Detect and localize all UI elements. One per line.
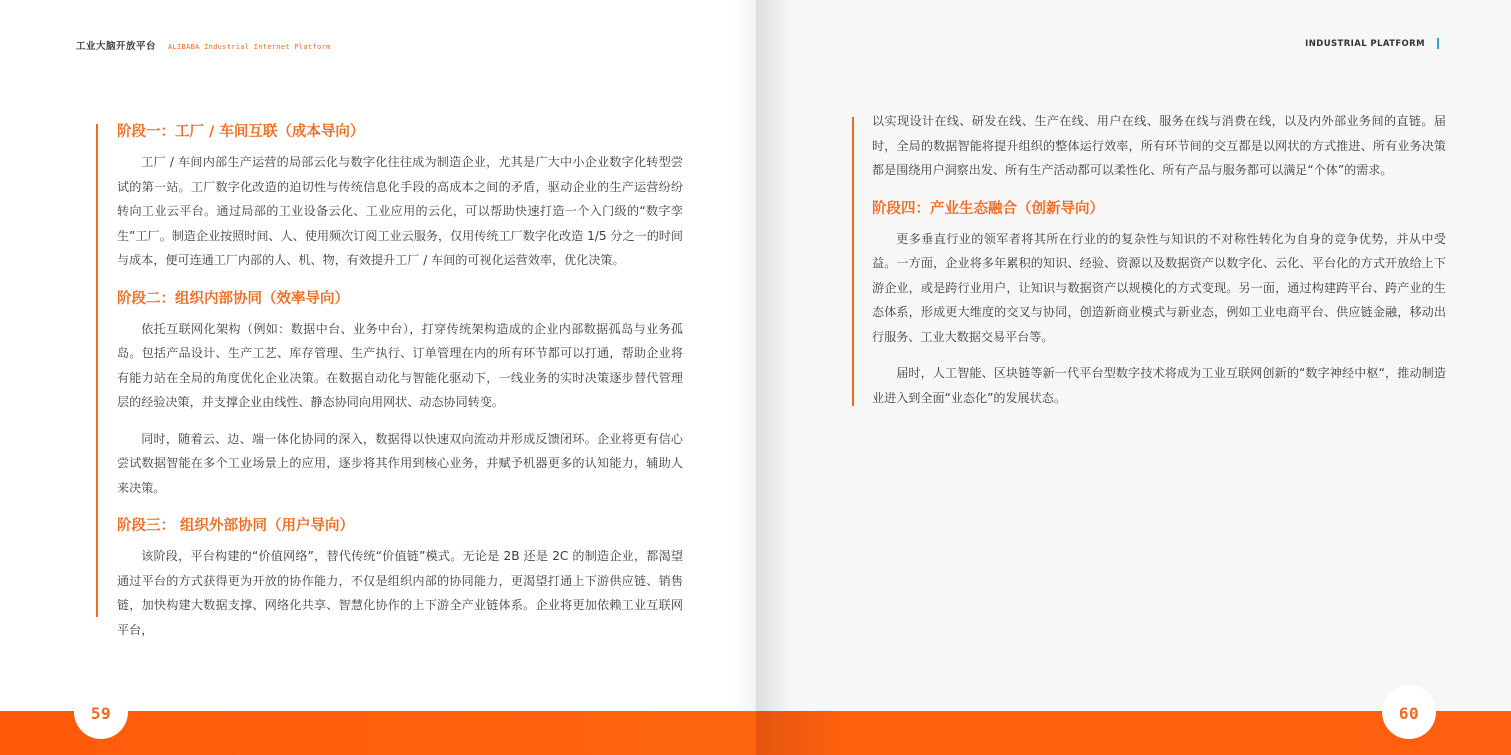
stage3-heading: 阶段三： 组织外部协同（用户导向） [117, 518, 355, 534]
running-header-right [1305, 38, 1439, 49]
left-content [117, 118, 683, 642]
header-accent-bar [1437, 38, 1439, 49]
accent-bar-left [96, 124, 98, 617]
brand-chinese: 工业大脑开放平台 [76, 41, 157, 52]
stage4-heading: 阶段四：产业生态融合（创新导向） [872, 200, 1104, 217]
page-number-badge [1382, 685, 1436, 739]
gutter-shadow [732, 0, 756, 755]
stage2-paragraph-1: 依托互联网化架构（例如：数据中台、业务中台），打穿传统架构造成的企业内部数据孤岛与业务孤岛。包括产品设计、生产工艺、库存管理、生产执行、订单管理在内的所有环节都可以打通，帮助企业将有能力站在全局的角度优化企业决策。在数据自动化与智能化驱动下，一线业务的实时决策逐步替代管理层的经验决策，并支撑企业由线性、静态协同向用网状、动态协同转变。 [117, 321, 683, 409]
gutter-shadow [756, 0, 792, 755]
stage1-paragraph: 工厂 / 车间内部生产运营的局部云化与数字化往往成为制造企业，尤其是广大中小企业数字化转型尝试的第一站。工厂数字化改造的迫切性与传统信息化手段的高成本之间的矛盾，驱动企业的生产运营纷纷转向工业云平台。通过局部的工业设备云化、工业应用的云化，可以帮助快速打造一个入门级的“数字孪生”工厂。制造企业按照时间、人、使用频次订阅工业云服务，仅用传统工厂数字化改造 1/5 分之一的时间与成本，便可连通工厂内部的人、机、物，有效提升工厂 / 车间的可视化运营效率，优化决策。 [117, 155, 683, 267]
brand-english: ALIBABA Industrial Internet Platform [168, 43, 331, 51]
stage4-paragraph-1: 更多垂直行业的领军者将其所在行业的的复杂性与知识的不对称性转化为自身的竞争优势，并从中受益。一方面，企业将多年累积的知识、经验、资源以及数据资产以数字化、云化、平台化的方式开放给上下游企业，或是跨行业用户，让知识与数据资产以规模化的方式变现。另一面，通过构建跨平台、跨产业的生态体系，形成更大维度的交叉与协同，创造新商业模式与新业态，例如工业电商平台、供应链金融，移动出行服务、工业大数据交易平台等。 [872, 231, 1446, 344]
header-title: INDUSTRIAL PLATFORM [1305, 38, 1425, 49]
continuation-paragraph: 以实现设计在线、研发在线、生产在线、用户在线、服务在线与消费在线，以及内外部业务间的直链。届时，全局的数据智能将提升组织的整体运行效率，所有环节间的交互都是以网状的方式推进、所有业务决策都是围绕用户洞察出发、所有生产活动都可以柔性化、所有产品与服务都可以满足“个体”的需求。 [872, 114, 1446, 177]
right-content [872, 109, 1446, 410]
page-number: 60 [1398, 704, 1420, 723]
stage2-paragraph-2: 同时，随着云、边、端一体化协同的深入，数据得以快速双向流动并形成反馈闭环。企业将更有信心尝试数据智能在多个工业场景上的应用，逐步将其作用到核心业务，并赋予机器更多的认知能力，辅助人来决策。 [117, 431, 683, 495]
stage4-paragraph-2: 届时，人工智能、区块链等新一代平台型数字技术将成为工业互联网创新的“数字神经中枢“，推动制造业进入到全面“业态化”的发展状态。 [872, 366, 1446, 405]
stage1-heading: 阶段一：工厂 / 车间互联（成本导向） [117, 124, 365, 140]
stage3-paragraph: 该阶段，平台构建的“价值网络”，替代传统“价值链”模式。无论是 2B 还是 2C 的制造企业，都渴望通过平台的方式获得更为开放的协作能力，不仅是组织内部的协同能力，更渴望打通上下游供应链、销售链，加快构建大数据支撑、网络化共享、智慧化协作的上下游全产业链体系。企业将更加依赖工业互联网平台， [117, 549, 683, 637]
running-header-left [76, 38, 331, 52]
stage2-heading: 阶段二：组织内部协同（效率导向） [117, 290, 349, 307]
page-number: 59 [90, 704, 112, 723]
accent-bar-right [852, 117, 854, 406]
page-number-badge [74, 685, 128, 739]
right-page [756, 0, 1511, 755]
